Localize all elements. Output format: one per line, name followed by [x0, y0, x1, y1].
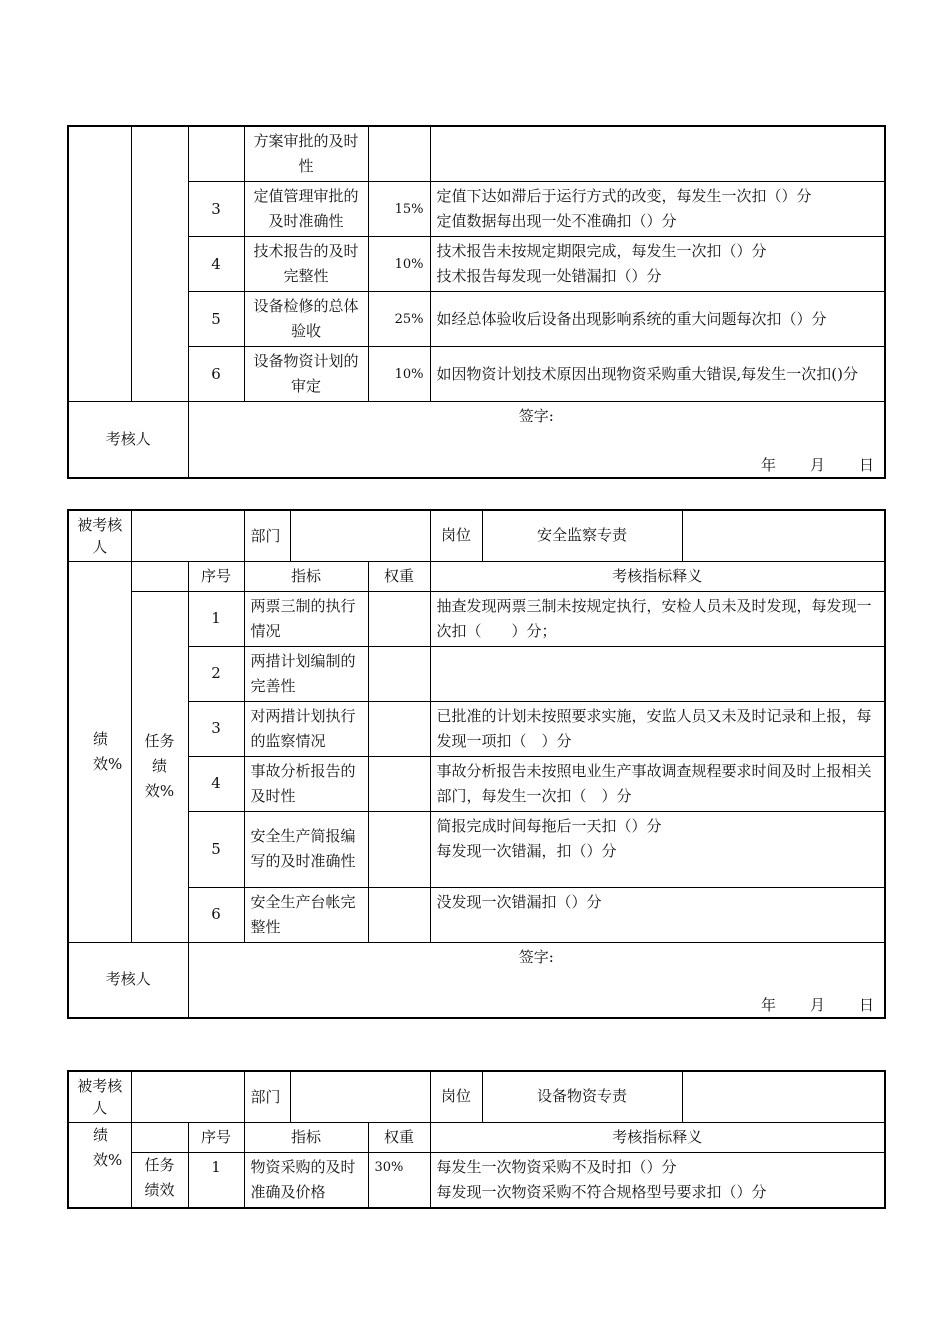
- perf-label: 绩效%: [68, 561, 131, 942]
- row-number: 5: [188, 292, 244, 347]
- num-header: 序号: [188, 1122, 244, 1152]
- row-number: 3: [188, 182, 244, 237]
- table-row: [68, 292, 885, 347]
- indicator: 对两措计划执行的监察情况: [244, 701, 368, 756]
- table-row: [68, 347, 885, 402]
- indicator-description: 抽查发现两票三制未按规定执行，安检人员未及时发现，每发现一次扣（ ）分；: [430, 591, 885, 646]
- table-row: [68, 756, 885, 811]
- signature-row: [68, 942, 885, 1018]
- assessment-table-1: [67, 125, 886, 479]
- indicator-description: [430, 126, 885, 182]
- indicator-description: 如因物资计划技术原因出现物资采购重大错误,每发生一次扣()分: [430, 347, 885, 402]
- indicator: 技术报告的及时完整性: [244, 237, 368, 292]
- indicator: 设备物资计划的审定: [244, 347, 368, 402]
- indicator: 物资采购的及时准确及价格: [244, 1152, 368, 1208]
- row-number: 3: [188, 701, 244, 756]
- assessee-value[interactable]: [131, 1071, 244, 1122]
- weight: [368, 811, 430, 887]
- indicator-description: 定值下达如滞后于运行方式的改变，每发生一次扣（）分 定值数据每出现一处不准确扣（）分: [430, 182, 885, 237]
- indicator: 方案审批的及时性: [244, 126, 368, 182]
- weight: [368, 646, 430, 701]
- dept-value[interactable]: [290, 510, 430, 561]
- perf-cell: [68, 126, 131, 402]
- indicator: 安全生产简报编写的及时准确性: [244, 811, 368, 887]
- indicator: 事故分析报告的及时性: [244, 756, 368, 811]
- indicator: 定值管理审批的及时准确性: [244, 182, 368, 237]
- table-row: [68, 126, 885, 182]
- table-row: [68, 646, 885, 701]
- desc-header: 考核指标释义: [430, 1122, 885, 1152]
- weight: 15%: [368, 182, 430, 237]
- post-extra: [682, 510, 885, 561]
- weight-header: 权重: [368, 1122, 430, 1152]
- row-number: 6: [188, 887, 244, 942]
- task-header-blank: [131, 561, 188, 591]
- signature-cell[interactable]: [188, 402, 885, 478]
- weight: [368, 887, 430, 942]
- task-cell: [131, 126, 188, 402]
- assessment-table-2: [67, 509, 886, 1019]
- header-info-row: [68, 510, 885, 561]
- num-header: 序号: [188, 561, 244, 591]
- weight: [368, 126, 430, 182]
- weight: 10%: [368, 347, 430, 402]
- post-label: 岗位: [430, 510, 482, 561]
- row-number: 1: [188, 591, 244, 646]
- indicator-description: [430, 646, 885, 701]
- weight: 25%: [368, 292, 430, 347]
- table-row: [68, 182, 885, 237]
- assessor-label: 考核人: [68, 402, 188, 478]
- table-row: [68, 701, 885, 756]
- table-row: [68, 591, 885, 646]
- indicator-header: 指标: [244, 1122, 368, 1152]
- indicator-description: 已批准的计划未按照要求实施，安监人员又未及时记录和上报，每发现一项扣（ ）分: [430, 701, 885, 756]
- indicator-description: 如经总体验收后设备出现影响系统的重大问题每次扣（）分: [430, 292, 885, 347]
- post-label: 岗位: [430, 1071, 482, 1122]
- sign-date: 年 月 日: [760, 455, 874, 474]
- indicator-description: 技术报告未按规定期限完成，每发生一次扣（）分 技术报告每发现一处错漏扣（）分: [430, 237, 885, 292]
- sign-label: 签字:: [518, 407, 554, 425]
- desc-header: 考核指标释义: [430, 561, 885, 591]
- post-extra: [682, 1071, 885, 1122]
- assessee-value[interactable]: [131, 510, 244, 561]
- weight: 10%: [368, 237, 430, 292]
- sign-label: 签字:: [518, 947, 554, 966]
- task-header-blank: [131, 1122, 188, 1152]
- header-info-row: [68, 1071, 885, 1122]
- dept-value[interactable]: [290, 1071, 430, 1122]
- indicator-description: 事故分析报告未按照电业生产事故调查规程要求时间及时上报相关部门，每发生一次扣（ ）分: [430, 756, 885, 811]
- signature-row: [68, 402, 885, 478]
- indicator: 设备检修的总体验收: [244, 292, 368, 347]
- row-number: 4: [188, 237, 244, 292]
- dept-label: 部门: [244, 1071, 290, 1122]
- weight: 30%: [368, 1152, 430, 1208]
- weight: [368, 701, 430, 756]
- column-header-row: [68, 1122, 885, 1152]
- post-value: 安全监察专责: [482, 510, 682, 561]
- indicator-header: 指标: [244, 561, 368, 591]
- post-value: 设备物资专责: [482, 1071, 682, 1122]
- weight-header: 权重: [368, 561, 430, 591]
- table-row: [68, 237, 885, 292]
- dept-label: 部门: [244, 510, 290, 561]
- indicator: 两措计划编制的完善性: [244, 646, 368, 701]
- indicator-description: 简报完成时间每拖后一天扣（）分 每发现一次错漏，扣（）分: [430, 811, 885, 887]
- assessee-label: 被考核人: [68, 510, 131, 561]
- indicator-description: 每发生一次物资采购不及时扣（）分 每发现一次物资采购不符合规格型号要求扣（）分: [430, 1152, 885, 1208]
- row-number: 6: [188, 347, 244, 402]
- row-number: 2: [188, 646, 244, 701]
- task-label: 任务绩效%: [131, 591, 188, 942]
- indicator: 两票三制的执行情况: [244, 591, 368, 646]
- table-row: [68, 1152, 885, 1208]
- assessment-table-3: [67, 1070, 886, 1209]
- weight: [368, 756, 430, 811]
- perf-label: 绩效%: [68, 1122, 131, 1208]
- table-row: [68, 887, 885, 942]
- table-row: [68, 811, 885, 887]
- sign-date: 年 月 日: [760, 996, 874, 1014]
- row-number: 1: [188, 1152, 244, 1208]
- task-label: 任务绩效: [131, 1152, 188, 1208]
- row-number: [188, 126, 244, 182]
- assessee-label: 被考核人: [68, 1071, 131, 1122]
- indicator-description: 没发现一次错漏扣（）分: [430, 887, 885, 942]
- column-header-row: [68, 561, 885, 591]
- indicator: 安全生产台帐完整性: [244, 887, 368, 942]
- assessor-label: 考核人: [68, 942, 188, 1018]
- row-number: 5: [188, 811, 244, 887]
- weight: [368, 591, 430, 646]
- signature-cell[interactable]: [188, 942, 885, 1018]
- row-number: 4: [188, 756, 244, 811]
